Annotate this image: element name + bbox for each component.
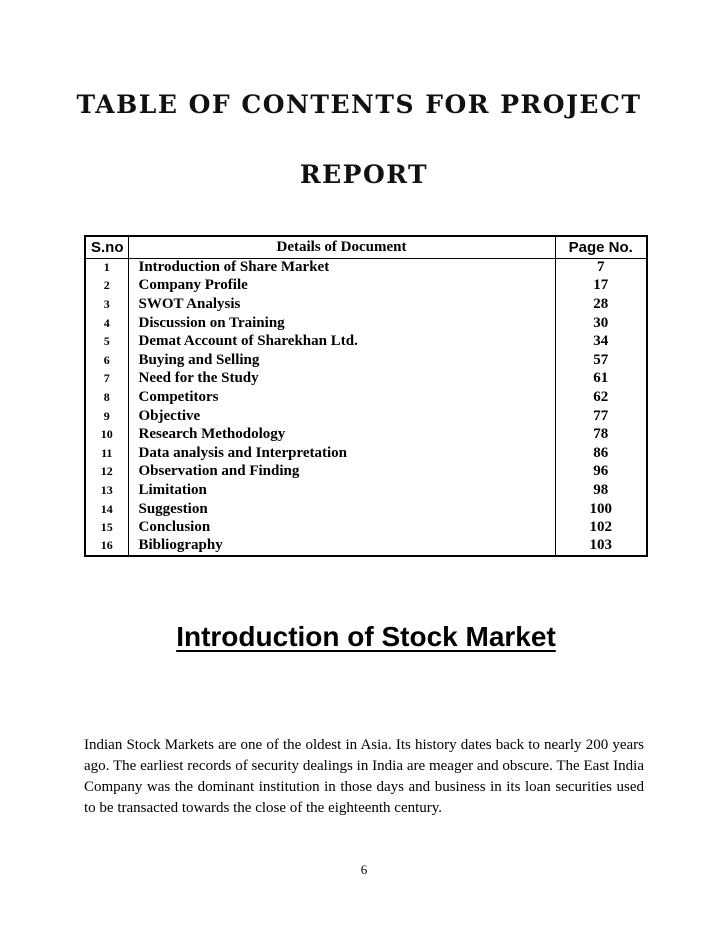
toc-detail-cell: Research Methodology xyxy=(128,425,555,444)
toc-page-cell: 98 xyxy=(555,481,647,500)
toc-page-cell: 57 xyxy=(555,351,647,370)
toc-page-cell: 102 xyxy=(555,518,647,537)
toc-detail-cell: Observation and Finding xyxy=(128,463,555,482)
toc-sno-cell: 6 xyxy=(85,351,128,370)
table-row xyxy=(85,444,647,463)
toc-sno-cell: 8 xyxy=(85,388,128,407)
toc-sno-cell: 16 xyxy=(85,537,128,556)
table-row xyxy=(85,314,647,333)
table-row xyxy=(85,537,647,556)
toc-sno-cell: 13 xyxy=(85,481,128,500)
table-row xyxy=(85,518,647,537)
toc-detail-cell: Need for the Study xyxy=(128,370,555,389)
table-row xyxy=(85,463,647,482)
toc-header-details: Details of Document xyxy=(128,236,555,258)
toc-page-cell: 7 xyxy=(555,258,647,277)
toc-detail-cell: Conclusion xyxy=(128,518,555,537)
toc-detail-cell: Company Profile xyxy=(128,277,555,296)
toc-sno-cell: 4 xyxy=(85,314,128,333)
intro-paragraph: Indian Stock Markets are one of the oldest in Asia. Its history dates back to nearly 200 years ago. The earliest records of security dealings in India are meager and obscure. The East India Company was the dominant institution in those days and business in its loan securities used to be transacted towards the close of the eighteenth century. xyxy=(84,737,644,816)
toc-detail-cell: Demat Account of Sharekhan Ltd. xyxy=(128,332,555,351)
toc-body xyxy=(85,258,647,556)
toc-page-cell: 17 xyxy=(555,277,647,296)
toc-sno-cell: 9 xyxy=(85,407,128,426)
toc-page-cell: 77 xyxy=(555,407,647,426)
table-row xyxy=(85,351,647,370)
toc-sno-cell: 1 xyxy=(85,258,128,277)
page-number: 6 xyxy=(360,862,368,877)
toc-sno-cell: 10 xyxy=(85,425,128,444)
table-row xyxy=(85,425,647,444)
toc-header-row xyxy=(85,236,647,258)
toc-page-cell: 96 xyxy=(555,463,647,482)
toc-page-cell: 34 xyxy=(555,332,647,351)
table-row xyxy=(85,500,647,519)
toc-detail-cell: Introduction of Share Market xyxy=(128,258,555,277)
toc-page-cell: 62 xyxy=(555,388,647,407)
toc-sno-cell: 2 xyxy=(85,277,128,296)
table-row xyxy=(85,258,647,277)
toc-header-page: Page No. xyxy=(555,236,647,258)
table-row xyxy=(85,388,647,407)
toc-sno-cell: 7 xyxy=(85,370,128,389)
toc-sno-cell: 5 xyxy=(85,332,128,351)
toc-detail-cell: Data analysis and Interpretation xyxy=(128,444,555,463)
toc-sno-cell: 15 xyxy=(85,518,128,537)
toc-page-cell: 103 xyxy=(555,537,647,556)
toc-page-cell: 100 xyxy=(555,500,647,519)
document-title-line-2: REPORT xyxy=(299,160,429,189)
toc-page-cell: 78 xyxy=(555,425,647,444)
toc-page-cell: 61 xyxy=(555,370,647,389)
toc-detail-cell: SWOT Analysis xyxy=(128,295,555,314)
toc-detail-cell: Discussion on Training xyxy=(128,314,555,333)
table-row xyxy=(85,481,647,500)
toc-detail-cell: Buying and Selling xyxy=(128,351,555,370)
table-row xyxy=(85,332,647,351)
toc-sno-cell: 3 xyxy=(85,295,128,314)
toc-sno-cell: 11 xyxy=(85,444,128,463)
table-row xyxy=(85,295,647,314)
toc-detail-cell: Suggestion xyxy=(128,500,555,519)
document-title-line-1: TABLE OF CONTENTS FOR PROJECT xyxy=(76,90,642,119)
toc-page-cell: 86 xyxy=(555,444,647,463)
toc-detail-cell: Competitors xyxy=(128,388,555,407)
section-heading: Introduction of Stock Market xyxy=(176,621,556,652)
table-row xyxy=(85,407,647,426)
table-row xyxy=(85,277,647,296)
table-row xyxy=(85,370,647,389)
toc-detail-cell: Limitation xyxy=(128,481,555,500)
table-of-contents xyxy=(84,235,648,557)
toc-page-cell: 30 xyxy=(555,314,647,333)
toc-detail-cell: Objective xyxy=(128,407,555,426)
toc-header-sno: S.no xyxy=(85,236,128,258)
toc-page-cell: 28 xyxy=(555,295,647,314)
toc-detail-cell: Bibliography xyxy=(128,537,555,556)
toc-sno-cell: 14 xyxy=(85,500,128,519)
toc-sno-cell: 12 xyxy=(85,463,128,482)
